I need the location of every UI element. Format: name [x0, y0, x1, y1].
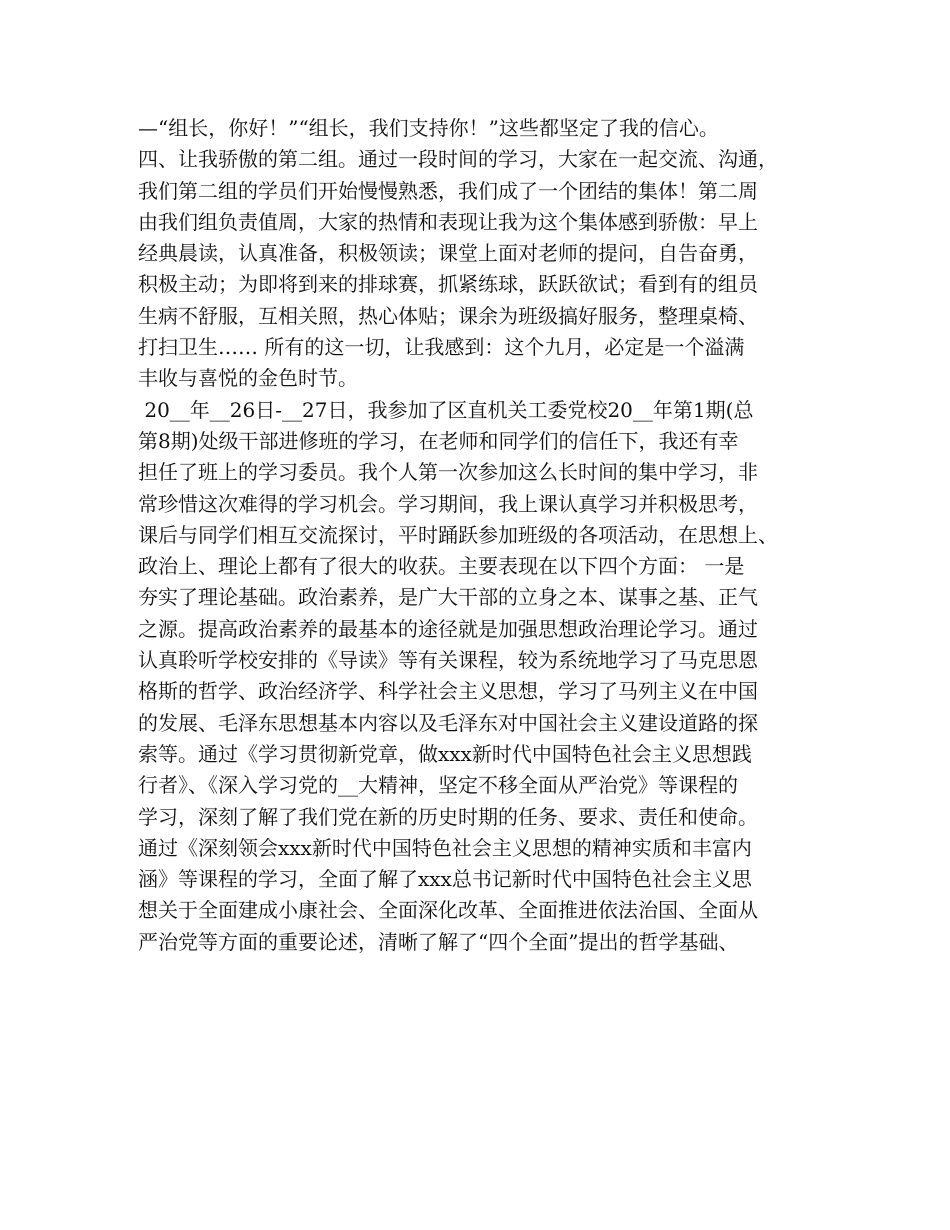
text-line: 生病不舒服，互相关照，热心体贴；课余为班级搞好服务，整理桌椅、 [138, 303, 758, 328]
text-line: 担任了班上的学习委员。我个人第一次参加这么长时间的集中学习，非 [138, 460, 758, 485]
text-line: 经典晨读，认真准备，积极领读；课堂上面对老师的提问，自告奋勇， [138, 241, 758, 266]
text-line: 由我们组负责值周，大家的热情和表现让我为这个集体感到骄傲：早上 [138, 209, 758, 234]
text-line: 的发展、毛泽东思想基本内容以及毛泽东对中国社会主义建设道路的探 [138, 710, 758, 735]
text-line: 认真聆听学校安排的《导读》等有关课程，较为系统地学习了马克思恩 [138, 648, 758, 673]
text-line: 行者》、《深入学习党的__大精神，坚定不移全面从严治党》等课程的 [138, 773, 738, 798]
text-line: 政治上、理论上都有了很大的收获。主要表现在以下四个方面： 一是 [138, 554, 745, 579]
text-line: 我们第二组的学员们开始慢慢熟悉，我们成了一个团结的集体！第二周 [138, 178, 758, 203]
text-line: 四、让我骄傲的第二组。通过一段时间的学习，大家在一起交流、沟通， [138, 147, 778, 172]
text-line: 之源。提高政治素养的最基本的途径就是加强思想政治理论学习。通过 [138, 616, 758, 641]
text-line: 积极主动；为即将到来的排球赛，抓紧练球，跃跃欲试；看到有的组员 [138, 272, 758, 297]
text-line: 课后与同学们相互交流探讨，平时踊跃参加班级的各项活动，在思想上、 [138, 522, 778, 547]
text-line: 格斯的哲学、政治经济学、科学社会主义思想，学习了马列主义在中国 [138, 679, 758, 704]
text-line: 通过《深刻领会xxx新时代中国特色社会主义思想的精神实质和丰富内 [138, 835, 752, 860]
text-line: 丰收与喜悦的金色时节。 [138, 366, 358, 391]
text-line: 学习，深刻了解了我们党在新的历史时期的任务、要求、责任和使命。 [138, 804, 758, 829]
body-text [138, 113, 828, 958]
text-line: 第8期)处级干部进修班的学习，在老师和同学们的信任下，我还有幸 [138, 428, 739, 453]
text-line: —“组长，你好！”“组长，我们支持你！”这些都坚定了我的信心。 [138, 116, 719, 140]
text-line: 打扫卫生…… 所有的这一切，让我感到：这个九月，必定是一个溢满 [138, 335, 745, 360]
text-line: 20__年__26日-__27日，我参加了区直机关工委党校20__年第1期(总 [138, 397, 754, 422]
text-line: 常珍惜这次难得的学习机会。学习期间，我上课认真学习并积极思考， [138, 491, 758, 516]
text-line: 严治党等方面的重要论述，清晰了解了“四个全面”提出的哲学基础、 [138, 929, 739, 954]
text-line: 涵》等课程的学习，全面了解了xxx总书记新时代中国特色社会主义思 [138, 867, 752, 892]
text-line: 想关于全面建成小康社会、全面深化改革、全面推进依法治国、全面从 [138, 898, 758, 923]
text-line: 夯实了理论基础。政治素养，是广大干部的立身之本、谋事之基、正气 [138, 585, 758, 610]
text-line: 索等。通过《学习贯彻新党章，做xxx新时代中国特色社会主义思想践 [138, 741, 752, 766]
